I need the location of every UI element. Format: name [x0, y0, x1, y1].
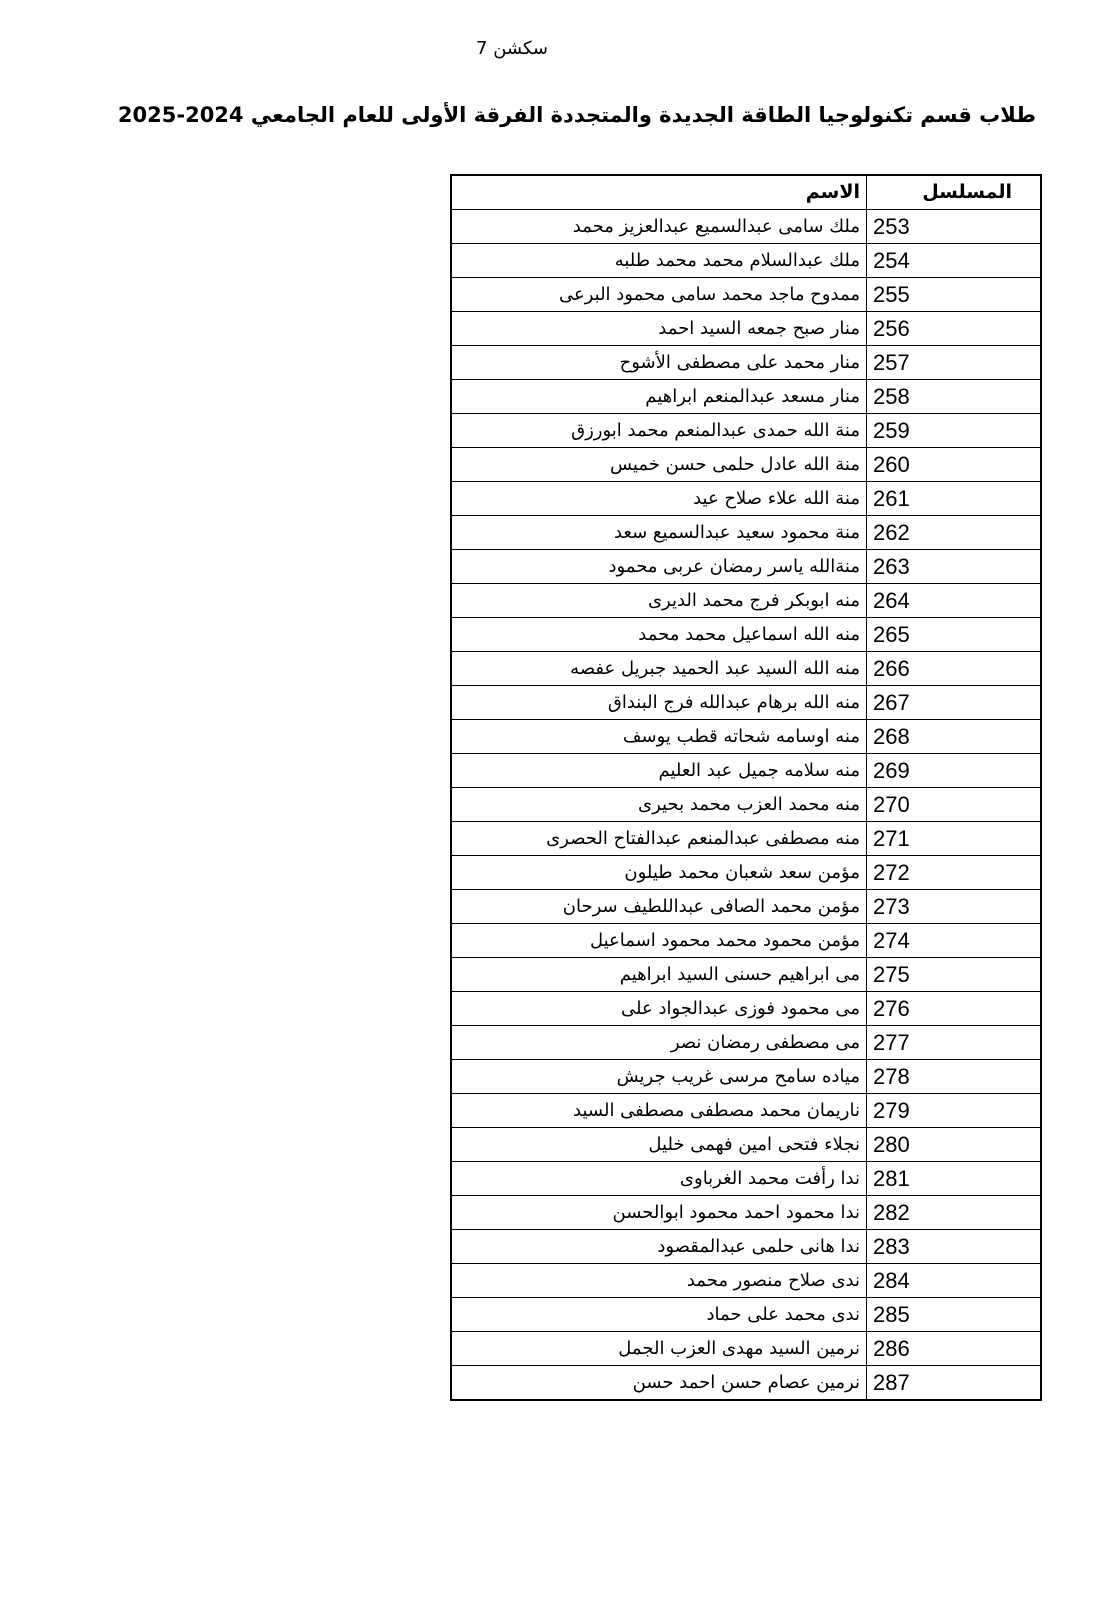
- student-name-cell: ملك عبدالسلام محمد محمد طلبه: [451, 244, 867, 278]
- serial-cell: 280: [867, 1128, 1042, 1162]
- table-row: [451, 312, 1041, 346]
- table-header-row: [451, 175, 1041, 210]
- student-name-cell: منه ابوبكر فرج محمد الديرى: [451, 584, 867, 618]
- table-row: [451, 1128, 1041, 1162]
- table-row: [451, 618, 1041, 652]
- table-row: [451, 890, 1041, 924]
- student-name-cell: مى محمود فوزى عبدالجواد على: [451, 992, 867, 1026]
- serial-cell: 274: [867, 924, 1042, 958]
- table-row: [451, 244, 1041, 278]
- table-row: [451, 720, 1041, 754]
- table-row: [451, 1332, 1041, 1366]
- table-row: [451, 788, 1041, 822]
- table-row: [451, 822, 1041, 856]
- serial-cell: 282: [867, 1196, 1042, 1230]
- serial-cell: 286: [867, 1332, 1042, 1366]
- student-name-cell: منة الله حمدى عبدالمنعم محمد ابورزق: [451, 414, 867, 448]
- column-header-name: الاسم: [451, 175, 867, 210]
- student-name-cell: نرمين عصام حسن احمد حسن: [451, 1366, 867, 1401]
- student-name-cell: ندا محمود احمد محمود ابوالحسن: [451, 1196, 867, 1230]
- serial-cell: 260: [867, 448, 1042, 482]
- table-row: [451, 856, 1041, 890]
- student-name-cell: ندا رأفت محمد الغرباوى: [451, 1162, 867, 1196]
- table-row: [451, 1026, 1041, 1060]
- student-name-cell: منة الله علاء صلاح عيد: [451, 482, 867, 516]
- serial-cell: 281: [867, 1162, 1042, 1196]
- serial-cell: 268: [867, 720, 1042, 754]
- serial-cell: 254: [867, 244, 1042, 278]
- student-name-cell: منار صبح جمعه السيد احمد: [451, 312, 867, 346]
- serial-cell: 255: [867, 278, 1042, 312]
- column-header-serial: المسلسل: [867, 175, 1042, 210]
- section-label: سكشن 7: [476, 38, 548, 59]
- serial-cell: 265: [867, 618, 1042, 652]
- student-name-cell: ملك سامى عبدالسميع عبدالعزيز محمد: [451, 210, 867, 244]
- table-row: [451, 448, 1041, 482]
- table-row: [451, 924, 1041, 958]
- table-row: [451, 1162, 1041, 1196]
- serial-cell: 267: [867, 686, 1042, 720]
- student-name-cell: منار محمد على مصطفى الأشوح: [451, 346, 867, 380]
- student-name-cell: منة محمود سعيد عبدالسميع سعد: [451, 516, 867, 550]
- student-name-cell: مؤمن سعد شعبان محمد طيلون: [451, 856, 867, 890]
- student-name-cell: مياده سامح مرسى غريب جريش: [451, 1060, 867, 1094]
- student-name-cell: منةالله ياسر رمضان عربى محمود: [451, 550, 867, 584]
- table-row: [451, 958, 1041, 992]
- table-row: [451, 482, 1041, 516]
- student-name-cell: مى ابراهيم حسنى السيد ابراهيم: [451, 958, 867, 992]
- table-row: [451, 380, 1041, 414]
- table-row: [451, 652, 1041, 686]
- student-name-cell: مؤمن محمد الصافى عبداللطيف سرحان: [451, 890, 867, 924]
- table-row: [451, 686, 1041, 720]
- student-name-cell: منه الله برهام عبدالله فرج البنداق: [451, 686, 867, 720]
- table-row: [451, 1230, 1041, 1264]
- student-name-cell: ممدوح ماجد محمد سامى محمود البرعى: [451, 278, 867, 312]
- table-row: [451, 1298, 1041, 1332]
- student-name-cell: ندا هانى حلمى عبدالمقصود: [451, 1230, 867, 1264]
- serial-cell: 276: [867, 992, 1042, 1026]
- table-row: [451, 210, 1041, 244]
- page-title: طلاب قسم تكنولوجيا الطاقة الجديدة والمتجددة الفرقة الأولى للعام الجامعي 2024-2025: [117, 103, 1036, 127]
- serial-cell: 269: [867, 754, 1042, 788]
- student-name-cell: نرمين السيد مهدى العزب الجمل: [451, 1332, 867, 1366]
- table-row: [451, 1264, 1041, 1298]
- serial-cell: 264: [867, 584, 1042, 618]
- serial-cell: 273: [867, 890, 1042, 924]
- student-name-cell: ندى صلاح منصور محمد: [451, 1264, 867, 1298]
- serial-cell: 277: [867, 1026, 1042, 1060]
- table-body: [451, 210, 1041, 1401]
- student-name-cell: منه الله السيد عبد الحميد جبريل عفصه: [451, 652, 867, 686]
- serial-cell: 253: [867, 210, 1042, 244]
- student-roster-table: [450, 174, 1042, 1401]
- table-row: [451, 584, 1041, 618]
- student-name-cell: منار مسعد عبدالمنعم ابراهيم: [451, 380, 867, 414]
- serial-cell: 261: [867, 482, 1042, 516]
- serial-cell: 285: [867, 1298, 1042, 1332]
- student-name-cell: منه محمد العزب محمد بحيرى: [451, 788, 867, 822]
- serial-cell: 284: [867, 1264, 1042, 1298]
- student-name-cell: منة الله عادل حلمى حسن خميس: [451, 448, 867, 482]
- table-row: [451, 516, 1041, 550]
- student-name-cell: منه سلامه جميل عبد العليم: [451, 754, 867, 788]
- student-name-cell: نجلاء فتحى امين فهمى خليل: [451, 1128, 867, 1162]
- table-row: [451, 346, 1041, 380]
- serial-cell: 279: [867, 1094, 1042, 1128]
- student-name-cell: مى مصطفى رمضان نصر: [451, 1026, 867, 1060]
- serial-cell: 258: [867, 380, 1042, 414]
- student-name-cell: منه اوسامه شحاته قطب يوسف: [451, 720, 867, 754]
- student-name-cell: منه مصطفى عبدالمنعم عبدالفتاح الحصرى: [451, 822, 867, 856]
- table-row: [451, 992, 1041, 1026]
- serial-cell: 278: [867, 1060, 1042, 1094]
- student-name-cell: مؤمن محمود محمد محمود اسماعيل: [451, 924, 867, 958]
- table-row: [451, 754, 1041, 788]
- student-name-cell: ندى محمد على حماد: [451, 1298, 867, 1332]
- table-row: [451, 1196, 1041, 1230]
- table-row: [451, 1366, 1041, 1401]
- serial-cell: 283: [867, 1230, 1042, 1264]
- serial-cell: 256: [867, 312, 1042, 346]
- serial-cell: 275: [867, 958, 1042, 992]
- serial-cell: 272: [867, 856, 1042, 890]
- serial-cell: 270: [867, 788, 1042, 822]
- table-row: [451, 1060, 1041, 1094]
- serial-cell: 263: [867, 550, 1042, 584]
- serial-cell: 266: [867, 652, 1042, 686]
- table-row: [451, 1094, 1041, 1128]
- serial-cell: 271: [867, 822, 1042, 856]
- table-row: [451, 278, 1041, 312]
- table-row: [451, 550, 1041, 584]
- student-name-cell: منه الله اسماعيل محمد محمد: [451, 618, 867, 652]
- serial-cell: 257: [867, 346, 1042, 380]
- table-row: [451, 414, 1041, 448]
- student-name-cell: ناريمان محمد مصطفى مصطفى السيد: [451, 1094, 867, 1128]
- serial-cell: 262: [867, 516, 1042, 550]
- serial-cell: 259: [867, 414, 1042, 448]
- serial-cell: 287: [867, 1366, 1042, 1401]
